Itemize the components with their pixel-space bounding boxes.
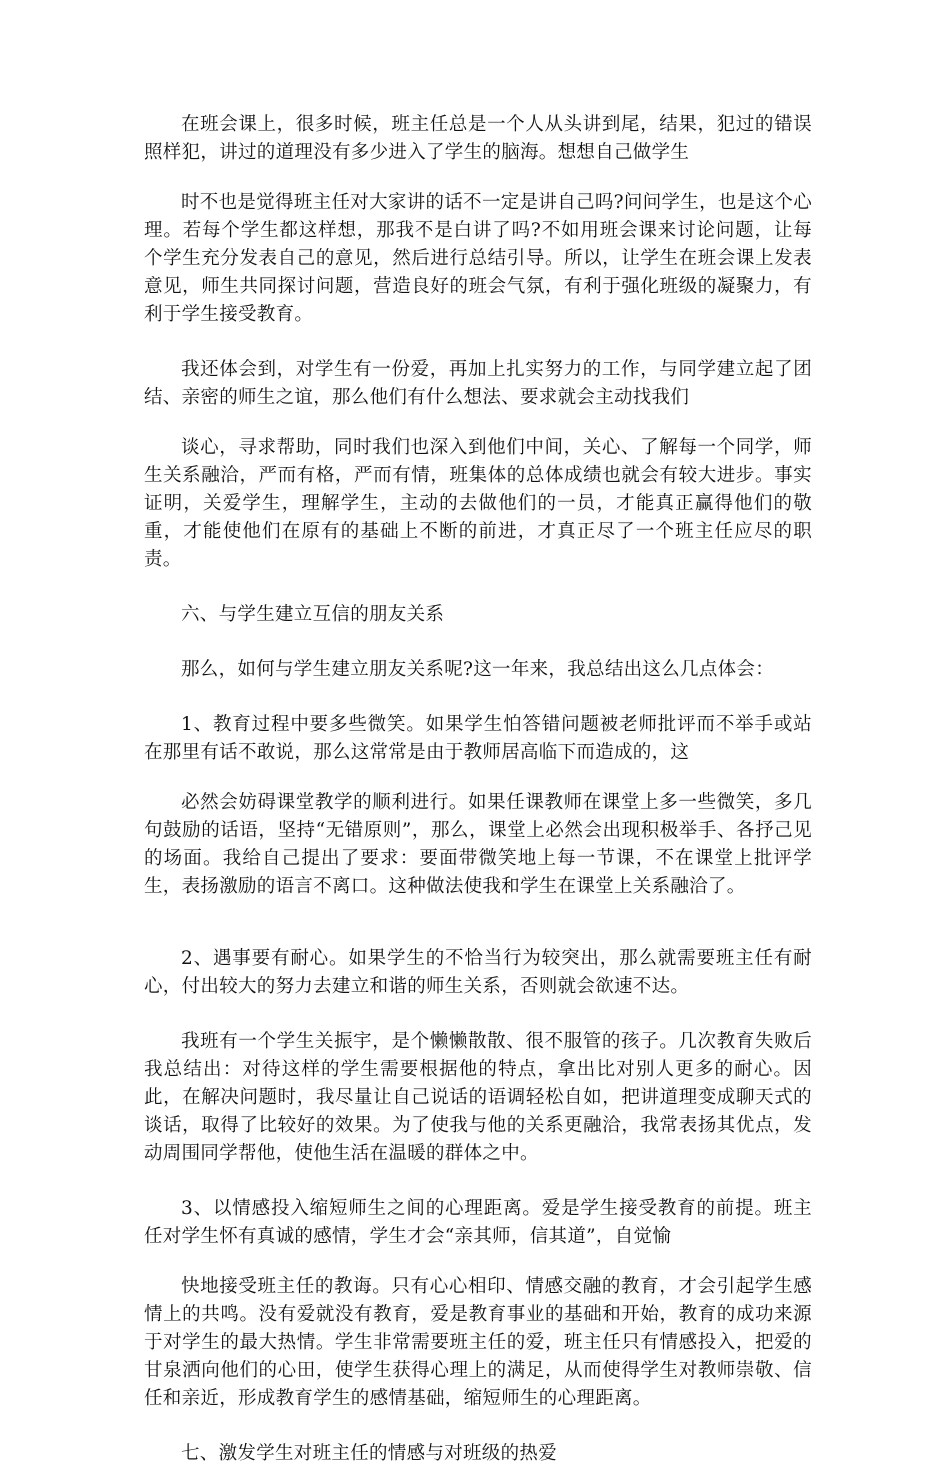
paragraph-gap (144, 329, 812, 356)
paragraph-5: 那么，如何与学生建立朋友关系呢?这一年来，我总结出这么几点体会： (181, 659, 775, 680)
section-heading-7: 七、激发学生对班主任的情感与对班级的热爱 (181, 1443, 558, 1464)
paragraph-8: 2、遇事要有耐心。如果学生的不恰当行为较突出，那么就需要班主任有耐心，付出较大的努力去建立和谐的师生关系，否则就会欲速不达。 (144, 948, 812, 997)
section-heading-6: 六、与学生建立互信的朋友关系 (181, 604, 445, 625)
paragraph-3: 我还体会到，对学生有一份爱，再加上扎实努力的工作，与同学建立起了团结、亲密的师生之谊，那么他们有什么想法、要求就会主动找我们 (144, 359, 812, 408)
paragraph-10: 3、以情感投入缩短师生之间的心理距离。爱是学生接受教育的前提。班主任对学生怀有真诚的感情，学生才会“亲其师，信其道”，自觉愉 (144, 1198, 812, 1247)
paragraph-gap (144, 574, 812, 601)
paragraph-gap (144, 1001, 812, 1028)
paragraph-11: 快地接受班主任的教诲。只有心心相印、情感交融的教育，才会引起学生感情上的共鸣。没有爱就没有教育，爱是教育事业的基础和开始，教育的成功来源于对学生的最大热情。学生非常需要班主任的爱，班主任只有情感投入，把爱的甘泉洒向他们的心田，使学生获得心理上的满足，从而使得学生对教师崇敬、信任和亲近，形成教育学生的感情基础，缩短师生的心理距离。 (144, 1276, 812, 1409)
paragraph-2: 时不也是觉得班主任对大家讲的话不一定是讲自己吗?问问学生，也是这个心理。若每个学生都这样想，那我不是白讲了吗?不如用班会课来讨论问题，让每个学生充分发表自己的意见，然后进行总结引导。所以，让学生在班会课上发表意见，师生共同探讨问题，营造良好的班会气氛，有利于强化班级的凝聚力，有利于学生接受教育。 (144, 192, 812, 325)
document-body (144, 111, 812, 1468)
paragraph-gap (144, 1168, 812, 1195)
paragraph-4: 谈心，寻求帮助，同时我们也深入到他们中间，关心、了解每一个同学，师生关系融洽，严而有格，严而有情，班集体的总体成绩也就会有较大进步。事实证明，关爱学生，理解学生，主动的去做他们的一员，才能真正赢得他们的敬重，才能使他们在原有的基础上不断的前进，才真正尽了一个班主任应尽的职责。 (144, 437, 812, 570)
paragraph-gap (144, 684, 812, 711)
paragraph-gap (144, 167, 812, 189)
paragraph-gap (144, 767, 812, 789)
paragraph-1: 在班会课上，很多时候，班主任总是一个人从头讲到尾，结果，犯过的错误照样犯，讲过的道理没有多少进入了学生的脑海。想想自己做学生 (144, 114, 812, 163)
paragraph-7: 必然会妨碍课堂教学的顺利进行。如果任课教师在课堂上多一些微笑，多几句鼓励的话语，坚持“无错原则”，那么，课堂上必然会出现积极举手、各抒己见的场面。我给自己提出了要求：要面带微笑地上每一节课，不在课堂上批评学生，表扬激励的语言不离口。这种做法使我和学生在课堂上关系融洽了。 (144, 792, 812, 897)
paragraph-6: 1、教育过程中要多些微笑。如果学生怕答错问题被老师批评而不举手或站在那里有话不敢说，那么这常常是由于教师居高临下而造成的，这 (144, 714, 812, 763)
paragraph-gap (144, 629, 812, 656)
paragraph-gap (144, 412, 812, 434)
paragraph-gap (144, 901, 812, 945)
paragraph-9: 我班有一个学生关振宇，是个懒懒散散、很不服管的孩子。几次教育失败后我总结出：对待这样的学生需要根据他的特点，拿出比对别人更多的耐心。因此，在解决问题时，我尽量让自己说话的语调轻松自如，把讲道理变成聊天式的谈话，取得了比较好的效果。为了使我与他的关系更融洽，我常表扬其优点，发动周围同学帮他，使他生活在温暖的群体之中。 (144, 1031, 812, 1164)
paragraph-gap (144, 1251, 812, 1273)
paragraph-gap (144, 1413, 812, 1440)
